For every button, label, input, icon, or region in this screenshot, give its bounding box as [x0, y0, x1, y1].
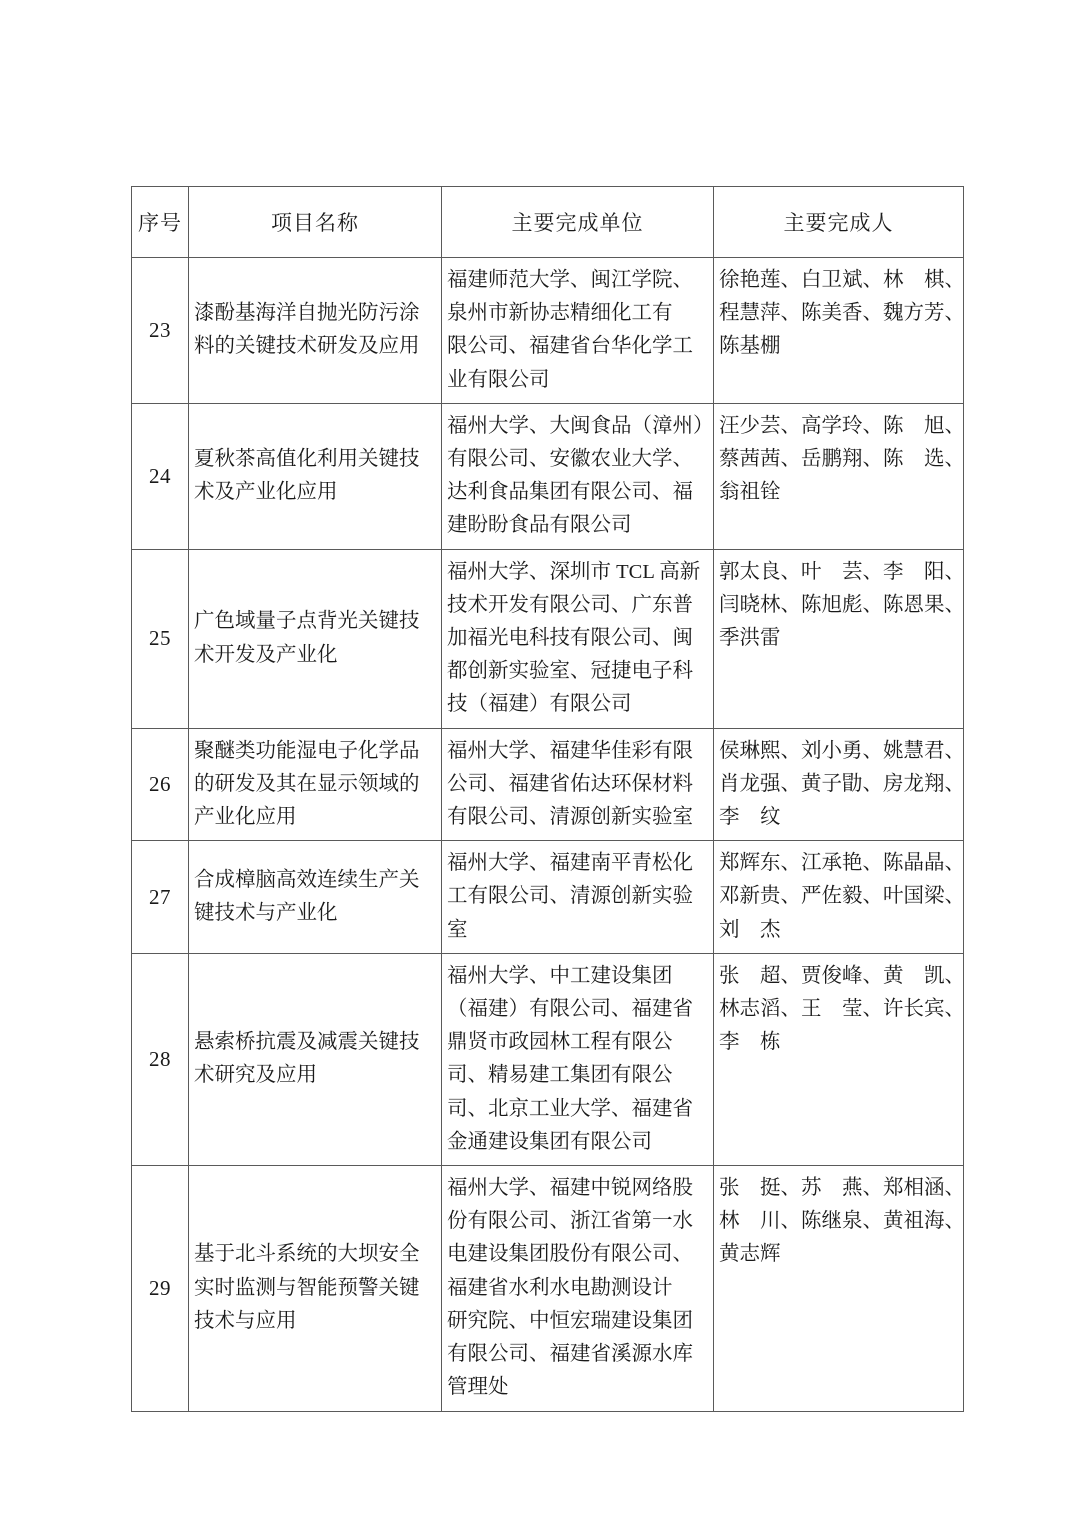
table-row	[132, 1166, 964, 1411]
cell-project-name	[189, 953, 442, 1165]
text-line: 聚醚类功能湿电子化学品	[194, 739, 420, 762]
cell-sequence-number: 25	[132, 549, 189, 728]
column-header-main-units: 主要完成单位	[442, 187, 714, 258]
cell-project-name	[189, 258, 442, 404]
cell-sequence-number: 26	[132, 728, 189, 841]
text-line: 管理处	[447, 1376, 509, 1399]
text-line: 份有限公司、浙江省第一水	[447, 1210, 693, 1233]
table-row	[132, 841, 964, 954]
text-line: 福州大学、福建中锐网络股	[447, 1177, 693, 1200]
text-line: 福州大学、中工建设集团	[447, 964, 673, 987]
cell-main-units	[442, 728, 714, 841]
cell-sequence-number: 23	[132, 258, 189, 404]
text-line: 侯琳熙、刘小勇、姚慧君、	[719, 739, 965, 762]
text-line: 技术与应用	[194, 1309, 297, 1332]
cell-main-people	[714, 1166, 964, 1411]
text-line: 汪少芸、高学玲、陈 旭、	[719, 414, 965, 437]
text-line: 工有限公司、清源创新实验	[447, 885, 693, 908]
column-header-seq: 序号	[132, 187, 189, 258]
cell-sequence-number: 28	[132, 953, 189, 1165]
text-line: 泉州市新协志精细化工有	[447, 302, 673, 325]
table-row	[132, 953, 964, 1165]
cell-main-people	[714, 728, 964, 841]
text-line: 实时监测与智能预警关键	[194, 1276, 420, 1299]
award-table-container	[131, 186, 963, 1412]
text-line: 加福光电科技有限公司、闽	[447, 627, 693, 650]
cell-main-units	[442, 1166, 714, 1411]
text-line: 金通建设集团有限公司	[447, 1130, 652, 1153]
cell-main-people	[714, 549, 964, 728]
text-line: 的研发及其在显示领域的	[194, 772, 420, 795]
cell-main-units	[442, 403, 714, 549]
column-header-project-name: 项目名称	[189, 187, 442, 258]
text-line: 产业化应用	[194, 806, 297, 829]
table-body	[132, 258, 964, 1412]
cell-project-name	[189, 549, 442, 728]
text-line: 漆酚基海洋自抛光防污涂	[194, 302, 420, 325]
table-row	[132, 403, 964, 549]
text-line: 张 挺、苏 燕、郑相涵、	[719, 1177, 965, 1200]
text-line: 闫晓林、陈旭彪、陈恩果、	[719, 593, 965, 616]
cell-main-units	[442, 549, 714, 728]
text-line: 技（福建）有限公司	[447, 693, 632, 716]
text-line: 郭太良、叶 芸、李 阳、	[719, 560, 965, 583]
text-line: 有限公司、福建省溪源水库	[447, 1343, 693, 1366]
cell-sequence-number: 24	[132, 403, 189, 549]
cell-main-people	[714, 258, 964, 404]
text-line: 福建师范大学、闽江学院、	[447, 269, 693, 291]
text-line: 刘 杰	[719, 918, 781, 941]
text-line: 公司、福建省佑达环保材料	[447, 772, 693, 795]
text-line: 技术开发有限公司、广东普	[447, 593, 693, 616]
text-line: 夏秋茶高值化利用关键技	[194, 448, 420, 471]
text-line: 鼎贤市政园林工程有限公	[447, 1031, 673, 1054]
text-line: 林志滔、王 莹、许长宾、	[719, 998, 965, 1021]
text-line: 福建省水利水电勘测设计	[447, 1276, 673, 1299]
award-table	[131, 186, 964, 1412]
column-header-main-people: 主要完成人	[714, 187, 964, 258]
text-line: 键技术与产业化	[194, 902, 338, 925]
text-line: 徐艳莲、白卫斌、林 棋、	[719, 269, 965, 291]
text-line: 程慧萍、陈美香、魏方芳、	[719, 302, 965, 325]
table-row	[132, 549, 964, 728]
text-line: 李 纹	[719, 806, 781, 829]
text-line: 福州大学、深圳市 TCL 高新	[447, 560, 701, 583]
cell-project-name	[189, 728, 442, 841]
table-header	[132, 187, 964, 258]
text-line: 限公司、福建省台华化学工	[447, 335, 693, 358]
text-line: 福州大学、大闽食品（漳州）	[447, 414, 714, 437]
text-line: 肖龙强、黄子勖、房龙翔、	[719, 772, 965, 795]
text-line: 广色域量子点背光关键技	[194, 610, 420, 633]
cell-sequence-number: 29	[132, 1166, 189, 1411]
text-line: 合成樟脑高效连续生产关	[194, 868, 420, 891]
text-line: 张 超、贾俊峰、黄 凯、	[719, 964, 965, 987]
table-row	[132, 258, 964, 404]
cell-main-units	[442, 953, 714, 1165]
cell-main-units	[442, 841, 714, 954]
text-line: 室	[447, 918, 468, 941]
cell-sequence-number: 27	[132, 841, 189, 954]
text-line: 料的关键技术研发及应用	[194, 335, 420, 358]
text-line: 黄志辉	[719, 1243, 781, 1266]
text-line: 研究院、中恒宏瑞建设集团	[447, 1309, 693, 1332]
cell-project-name	[189, 1166, 442, 1411]
text-line: 都创新实验室、冠捷电子科	[447, 660, 693, 683]
text-line: 福州大学、福建华佳彩有限	[447, 739, 693, 762]
table-row	[132, 728, 964, 841]
table-header-row	[132, 187, 964, 258]
cell-main-people	[714, 841, 964, 954]
text-line: 基于北斗系统的大坝安全	[194, 1243, 420, 1266]
cell-main-units	[442, 258, 714, 404]
cell-main-people	[714, 953, 964, 1165]
text-line: 福州大学、福建南平青松化	[447, 852, 693, 875]
text-line: （福建）有限公司、福建省	[447, 998, 693, 1021]
text-line: 陈基棚	[719, 335, 781, 358]
text-line: 达利食品集团有限公司、福	[447, 481, 693, 504]
text-line: 邓新贵、严佐毅、叶国梁、	[719, 885, 965, 908]
text-line: 建盼盼食品有限公司	[447, 514, 632, 537]
text-line: 林 川、陈继泉、黄祖海、	[719, 1210, 965, 1233]
text-line: 术及产业化应用	[194, 481, 338, 504]
text-line: 术研究及应用	[194, 1064, 317, 1087]
text-line: 业有限公司	[447, 368, 550, 391]
text-line: 司、北京工业大学、福建省	[447, 1097, 693, 1120]
text-line: 季洪雷	[719, 627, 781, 650]
cell-main-people	[714, 403, 964, 549]
text-line: 有限公司、清源创新实验室	[447, 806, 693, 829]
text-line: 有限公司、安徽农业大学、	[447, 448, 693, 471]
text-line: 李 栋	[719, 1031, 781, 1054]
text-line: 术开发及产业化	[194, 643, 338, 666]
text-line: 郑辉东、江承艳、陈晶晶、	[719, 852, 965, 875]
cell-project-name	[189, 403, 442, 549]
text-line: 蔡茜茜、岳鹏翔、陈 选、	[719, 448, 965, 471]
text-line: 司、精易建工集团有限公	[447, 1064, 673, 1087]
cell-project-name	[189, 841, 442, 954]
text-line: 电建设集团股份有限公司、	[447, 1243, 693, 1266]
text-line: 翁祖铨	[719, 481, 781, 504]
text-line: 悬索桥抗震及减震关键技	[194, 1031, 420, 1054]
